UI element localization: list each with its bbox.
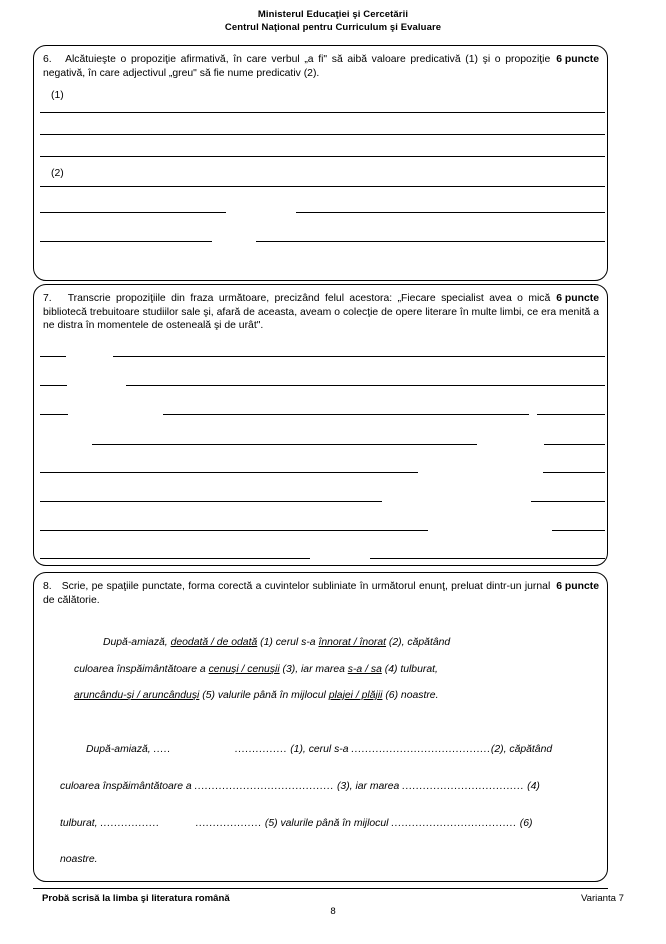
exercise-7-text: Transcrie propoziţiile din fraza următoare, precizând felul acestora: „Fiecare specialist avea o mică bibliotecă trebuitoare studiilor sale şi, afară de aceasta, aveam o colecţie de opere literare în multe limbi, ce era menită a ne distra în momentele de osteneală şi de urât". [43, 293, 599, 332]
document-header [0, 8, 666, 34]
answer-rule[interactable] [256, 241, 605, 242]
exercise-6-prompt [43, 53, 599, 80]
dotted-blank[interactable]: ................................... [402, 781, 525, 792]
underlined-choice: înnorat / înorat [318, 637, 387, 648]
underlined-choice: aruncându-şi / aruncânduşi [74, 690, 200, 701]
dotted-blank[interactable]: ................... [195, 818, 262, 829]
fill-text: (2), căpătând [490, 744, 553, 755]
answer-rule[interactable] [537, 414, 605, 415]
answer-rule[interactable] [544, 444, 605, 445]
dotted-blank[interactable]: ................. [100, 818, 160, 829]
passage-line-2 [74, 664, 438, 675]
answer-rule[interactable] [40, 501, 382, 502]
answer-rule[interactable] [40, 241, 212, 242]
passage-text: culoarea înspăimântătoare a [74, 664, 209, 675]
underlined-choice: plajei / plăjii [328, 690, 383, 701]
answer-rule[interactable] [552, 530, 605, 531]
fill-text: După-amiază, [86, 744, 154, 755]
answer-rule[interactable] [40, 414, 68, 415]
fill-line-4 [60, 854, 98, 865]
answer-rule[interactable] [40, 186, 305, 187]
passage-text: (5) valurile până în mijlocul [199, 690, 329, 701]
answer-rule[interactable] [126, 385, 605, 386]
dotted-blank[interactable]: ........................................ [194, 781, 335, 792]
answer-rule[interactable] [40, 212, 226, 213]
fill-text: (6) [516, 818, 533, 829]
answer-rule[interactable] [163, 414, 529, 415]
exercise-7-points: 6 puncte [556, 293, 599, 304]
passage-line-1 [103, 637, 450, 648]
header-center: Centrul Naţional pentru Curriculum şi Evaluare [224, 22, 442, 33]
passage-line-3 [74, 690, 438, 701]
fill-text: (3), iar marea [334, 781, 403, 792]
exercise-8-number: 8. [43, 581, 52, 592]
underlined-choice: s-a / sa [347, 664, 382, 675]
fill-text: noastre. [60, 854, 98, 865]
exercise-7-prompt [43, 292, 599, 333]
answer-rule[interactable] [40, 112, 605, 113]
answer-rule[interactable] [296, 212, 605, 213]
answer-rule[interactable] [40, 385, 67, 386]
footer-page-number: 8 [330, 906, 336, 917]
dotted-blank[interactable]: ........................................ [351, 744, 491, 755]
answer-rule[interactable] [40, 356, 66, 357]
answer-rule[interactable] [40, 156, 605, 157]
dotted-blank[interactable]: ..... [153, 744, 172, 755]
fill-text: tulburat, [60, 818, 101, 829]
exercise-8-prompt [43, 580, 599, 607]
header-ministry: Ministerul Educaţiei şi Cercetării [257, 9, 409, 20]
fill-line-3[interactable] [60, 818, 532, 829]
answer-marker-1: (1) [51, 90, 64, 101]
passage-text: (3), iar marea [279, 664, 348, 675]
answer-marker-2: (2) [51, 168, 64, 179]
answer-rule[interactable] [305, 186, 605, 187]
footer-divider [33, 888, 608, 889]
exercise-8-points: 6 puncte [556, 581, 599, 592]
exercise-8-box [33, 572, 608, 882]
fill-text: (1), cerul s-a [287, 744, 352, 755]
answer-rule[interactable] [40, 472, 418, 473]
underlined-choice: deodată / de odată [170, 637, 258, 648]
passage-text: După-amiază, [103, 637, 171, 648]
dotted-blank[interactable]: .................................... [391, 818, 517, 829]
footer-variant: Varianta 7 [580, 893, 624, 904]
exercise-6-number: 6. [43, 54, 52, 65]
dotted-blank[interactable]: ............... [235, 744, 288, 755]
underlined-choice: cenuşi / cenuşii [208, 664, 280, 675]
fill-line-1[interactable] [86, 744, 552, 755]
answer-rule[interactable] [113, 356, 605, 357]
answer-rule[interactable] [531, 501, 605, 502]
answer-rule[interactable] [40, 530, 428, 531]
answer-rule[interactable] [40, 134, 605, 135]
fill-text: culoarea înspăimântătoare a [60, 781, 195, 792]
passage-text: (2), căpătând [386, 637, 451, 648]
exercise-7-box [33, 284, 608, 566]
answer-rule[interactable] [543, 472, 605, 473]
exercise-7-number: 7. [43, 293, 52, 304]
answer-rule[interactable] [40, 558, 310, 559]
passage-text: (1) cerul s-a [257, 637, 319, 648]
answer-rule[interactable] [92, 444, 477, 445]
passage-text: (4) tulburat, [381, 664, 438, 675]
footer-exam-title: Probă scrisă la limba şi literatura română [42, 893, 230, 904]
fill-text: (4) [524, 781, 540, 792]
exercise-6-box [33, 45, 608, 281]
fill-text: (5) valurile până în mijlocul [261, 818, 392, 829]
passage-text: (6) noastre. [382, 690, 439, 701]
fill-line-2[interactable] [60, 781, 540, 792]
exercise-6-text: Alcătuieşte o propoziţie afirmativă, în care verbul „a fi" să aibă valoare predicativă (1) şi o propoziţie negativă, în care adjectivul „greu" să fie nume predicativ (2). [43, 54, 551, 79]
exercise-6-points: 6 puncte [556, 54, 599, 65]
exercise-8-text: Scrie, pe spaţiile punctate, forma corectă a cuvintelor subliniate în următorul enunţ, preluat dintr-un jurnal de călătorie. [43, 581, 551, 606]
answer-rule[interactable] [370, 558, 605, 559]
